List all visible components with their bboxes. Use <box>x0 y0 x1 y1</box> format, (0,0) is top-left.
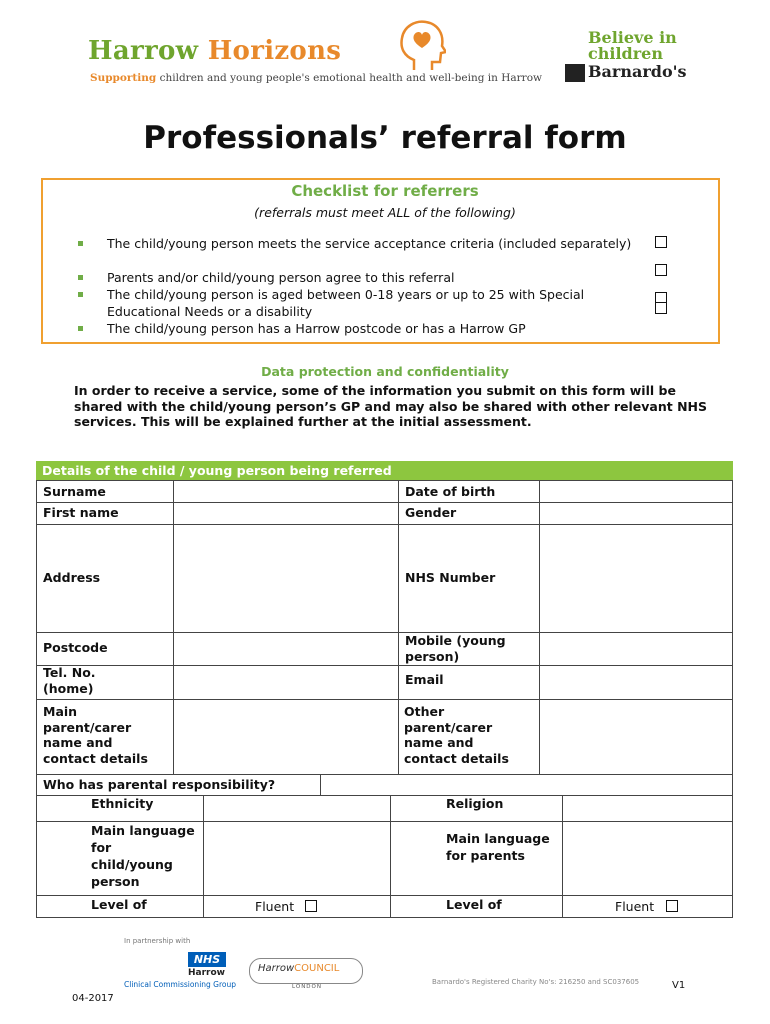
form-date: 04-2017 <box>72 993 114 1004</box>
mobile-input[interactable] <box>539 632 733 666</box>
fluent-parents-checkbox[interactable] <box>666 900 678 912</box>
fluent-parents-label: Fluent <box>615 899 655 914</box>
religion-input[interactable] <box>562 795 733 822</box>
religion-label: Religion <box>446 796 504 811</box>
ethnicity-input[interactable] <box>203 795 391 822</box>
address-input[interactable] <box>173 524 399 633</box>
tagline-emphasis: Supporting <box>90 72 157 84</box>
first-name-input[interactable] <box>173 502 399 525</box>
nhs-logo: NHS <box>188 952 226 967</box>
lang-child-input[interactable] <box>203 821 391 896</box>
nhs-harrow-text: Harrow <box>188 968 225 978</box>
surname-input[interactable] <box>173 480 399 503</box>
nhs-number-label: NHS Number <box>405 570 496 585</box>
surname-label: Surname <box>43 484 106 499</box>
checklist-item: The child/young person is aged between 0-18 years or up to 25 with Special Educational Needs or a disability <box>78 286 638 320</box>
postcode-label: Postcode <box>43 640 108 655</box>
fluent-child-cell <box>203 895 391 918</box>
tagline-rest: children and young people's emotional health and well-being in Harrow <box>156 72 543 84</box>
parental-resp-input[interactable] <box>320 774 733 796</box>
barnardos-figures-icon <box>565 64 585 82</box>
lang-parents-label: Main language for parents <box>446 831 550 863</box>
gender-label: Gender <box>405 505 457 520</box>
bullet-icon <box>78 326 83 331</box>
partner-slogan-1: Believe in <box>588 28 677 47</box>
tagline <box>90 72 542 84</box>
partner-name: Barnardo's <box>588 62 687 81</box>
checklist-subtitle: (referrals must meet ALL of the following) <box>254 205 516 220</box>
charity-number: Barnardo's Registered Charity No's: 216250 and SC037605 <box>432 978 640 986</box>
bullet-icon <box>78 275 83 280</box>
dob-input[interactable] <box>539 480 733 503</box>
checkbox-consent[interactable] <box>655 264 667 276</box>
council-text: HarrowCOUNCIL <box>258 963 340 974</box>
head-heart-icon <box>396 18 446 74</box>
nhs-number-input[interactable] <box>539 524 733 633</box>
data-protection-text: In order to receive a service, some of the information you submit on this form will be shared with the child/young person’s GP and may also be shared with other relevant NHS services. This will be explained further at the initial assessment. <box>74 383 707 429</box>
lang-parents-input[interactable] <box>562 821 733 896</box>
harrow-horizons-logo <box>88 36 341 66</box>
tel-home-input[interactable] <box>173 665 399 700</box>
checklist-item: Parents and/or child/young person agree to this referral <box>78 269 638 286</box>
ccg-text: Clinical Commissioning Group <box>124 980 237 989</box>
partnership-text: In partnership with <box>124 937 191 945</box>
parental-resp-label: Who has parental responsibility? <box>43 777 276 792</box>
ethnicity-label: Ethnicity <box>91 796 154 811</box>
first-name-label: First name <box>43 505 119 520</box>
version: V1 <box>672 980 686 991</box>
logo-text-1: Harrow <box>88 36 208 66</box>
checklist-title: Checklist for referrers <box>291 182 479 200</box>
data-protection-title: Data protection and confidentiality <box>261 364 509 379</box>
level-child-label: Level of <box>91 897 147 912</box>
checkbox-postcode[interactable] <box>655 302 667 314</box>
checklist-item: The child/young person meets the service acceptance criteria (included separately) <box>78 235 638 252</box>
london-text: LONDON <box>292 984 322 990</box>
dob-label: Date of birth <box>405 484 496 499</box>
bullet-icon <box>78 292 83 297</box>
level-parents-label: Level of <box>446 897 502 912</box>
checklist-item: The child/young person has a Harrow postcode or has a Harrow GP <box>78 320 638 337</box>
other-parent-label: Other parent/carer name and contact details <box>404 704 509 766</box>
tel-home-label: Tel. No. (home) <box>43 665 96 696</box>
email-label: Email <box>405 672 444 687</box>
page-title: Professionals’ referral form <box>143 120 627 156</box>
postcode-input[interactable] <box>173 632 399 666</box>
mobile-label: Mobile (young person) <box>405 633 506 664</box>
checkbox-criteria[interactable] <box>655 236 667 248</box>
main-parent-input[interactable] <box>173 699 399 775</box>
lang-child-label: Main language for child/young person <box>91 823 195 889</box>
fluent-child-checkbox[interactable] <box>305 900 317 912</box>
bullet-icon <box>78 241 83 246</box>
email-input[interactable] <box>539 665 733 700</box>
partner-slogan-2: children <box>588 44 663 63</box>
logo-text-2: Horizons <box>207 36 342 66</box>
address-label: Address <box>43 570 101 585</box>
gender-input[interactable] <box>539 502 733 525</box>
other-parent-input[interactable] <box>539 699 733 775</box>
main-parent-label: Main parent/carer name and contact details <box>43 704 148 766</box>
table-header: Details of the child / young person being referred <box>36 461 733 480</box>
fluent-child-label: Fluent <box>255 899 295 914</box>
